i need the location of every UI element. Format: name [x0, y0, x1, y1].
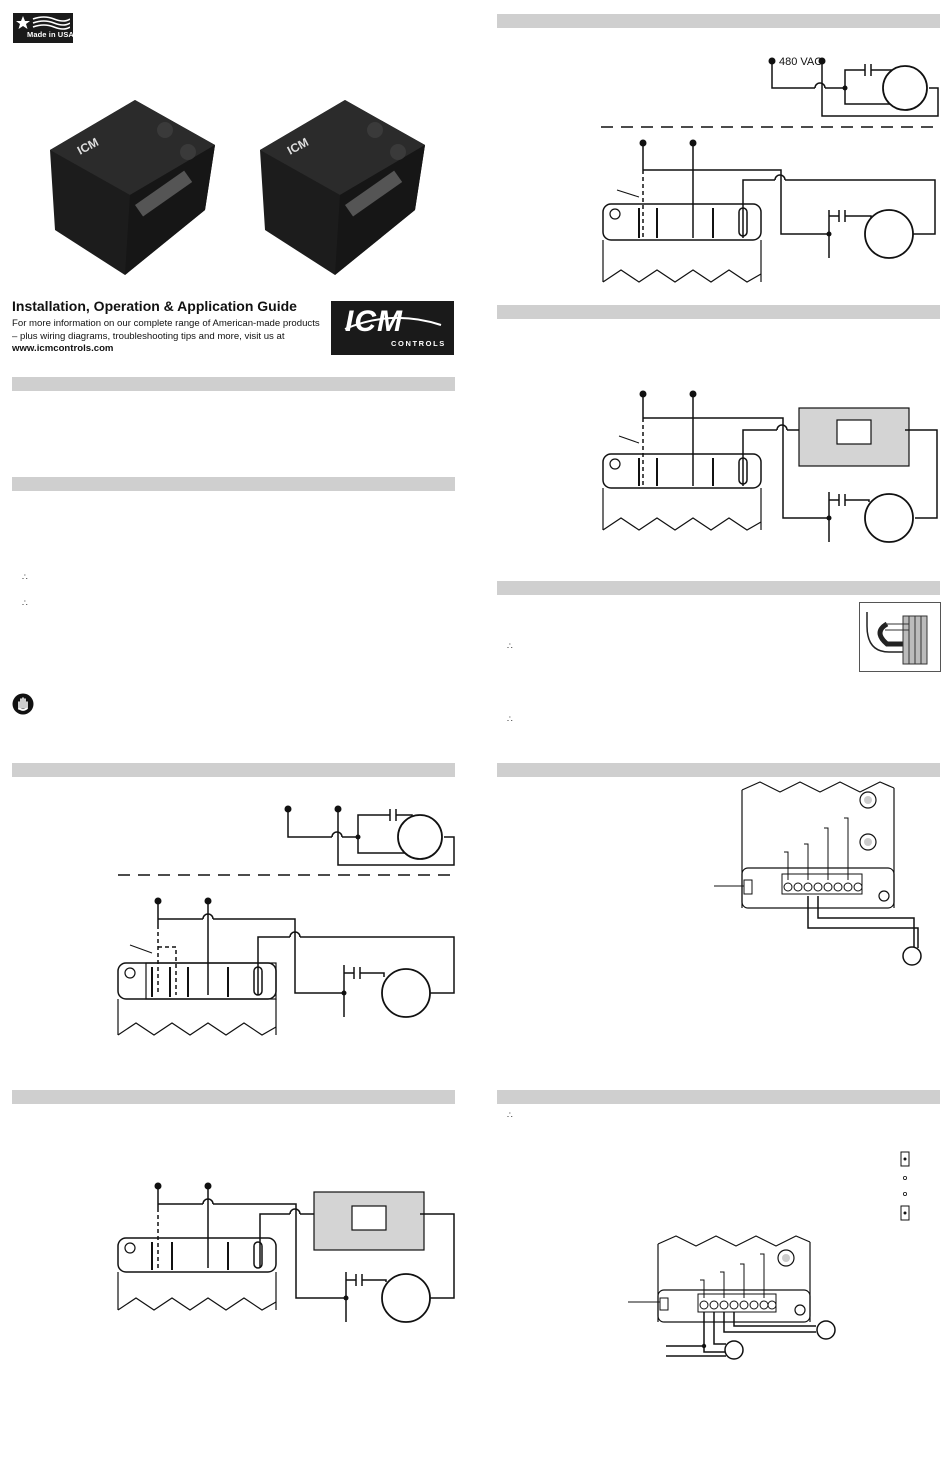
section-bar [497, 763, 940, 777]
logo-main-text: ICM [345, 305, 403, 338]
sensor-clip-illustration [859, 602, 941, 672]
wiring-diagram-480vac [595, 52, 945, 297]
voltage-label: 480 VAC [779, 56, 823, 68]
guide-description-text: For more information on our complete range of American-made products – plus wiring diagrams, troubleshooting tips and more, visit us at [12, 318, 320, 342]
product-photo [40, 90, 440, 280]
guide-title: Installation, Operation & Application Guide [12, 298, 297, 314]
bullet-icon: ∴ [507, 714, 513, 724]
flag-icon [16, 15, 70, 31]
section-bar [497, 305, 940, 319]
svg-text:ICM: ICM [284, 134, 311, 158]
wiring-diagram-3 [597, 388, 947, 548]
hand-caution-icon [12, 693, 34, 715]
board-wiring-diagram-1 [700, 778, 940, 973]
made-in-usa-text: Made in USA [27, 30, 74, 39]
svg-text:ICM: ICM [74, 134, 101, 158]
bullet-icon: ∴ [507, 641, 513, 651]
bullet-icon: ∴ [22, 572, 28, 582]
section-bar [497, 14, 940, 28]
jumper-pins-illustration [898, 1150, 914, 1225]
wiring-diagram-2 [110, 1180, 470, 1340]
section-bar [12, 477, 455, 491]
section-bar [12, 763, 455, 777]
product-unit-right [260, 100, 425, 275]
section-bar [497, 581, 940, 595]
guide-description [12, 318, 322, 356]
bullet-icon: ∴ [22, 598, 28, 608]
section-bar [12, 1090, 455, 1104]
section-bar [497, 1090, 940, 1104]
board-wiring-diagram-2 [620, 1232, 850, 1367]
website-link[interactable]: www.icmcontrols.com [12, 343, 114, 354]
bullet-icon: ∴ [507, 1110, 513, 1120]
icm-controls-logo [331, 301, 454, 355]
logo-sub-text: CONTROLS [391, 339, 446, 348]
section-bar [12, 377, 455, 391]
made-in-usa-badge [13, 13, 73, 43]
wiring-diagram-1 [100, 795, 460, 1055]
product-unit-left [50, 100, 215, 275]
